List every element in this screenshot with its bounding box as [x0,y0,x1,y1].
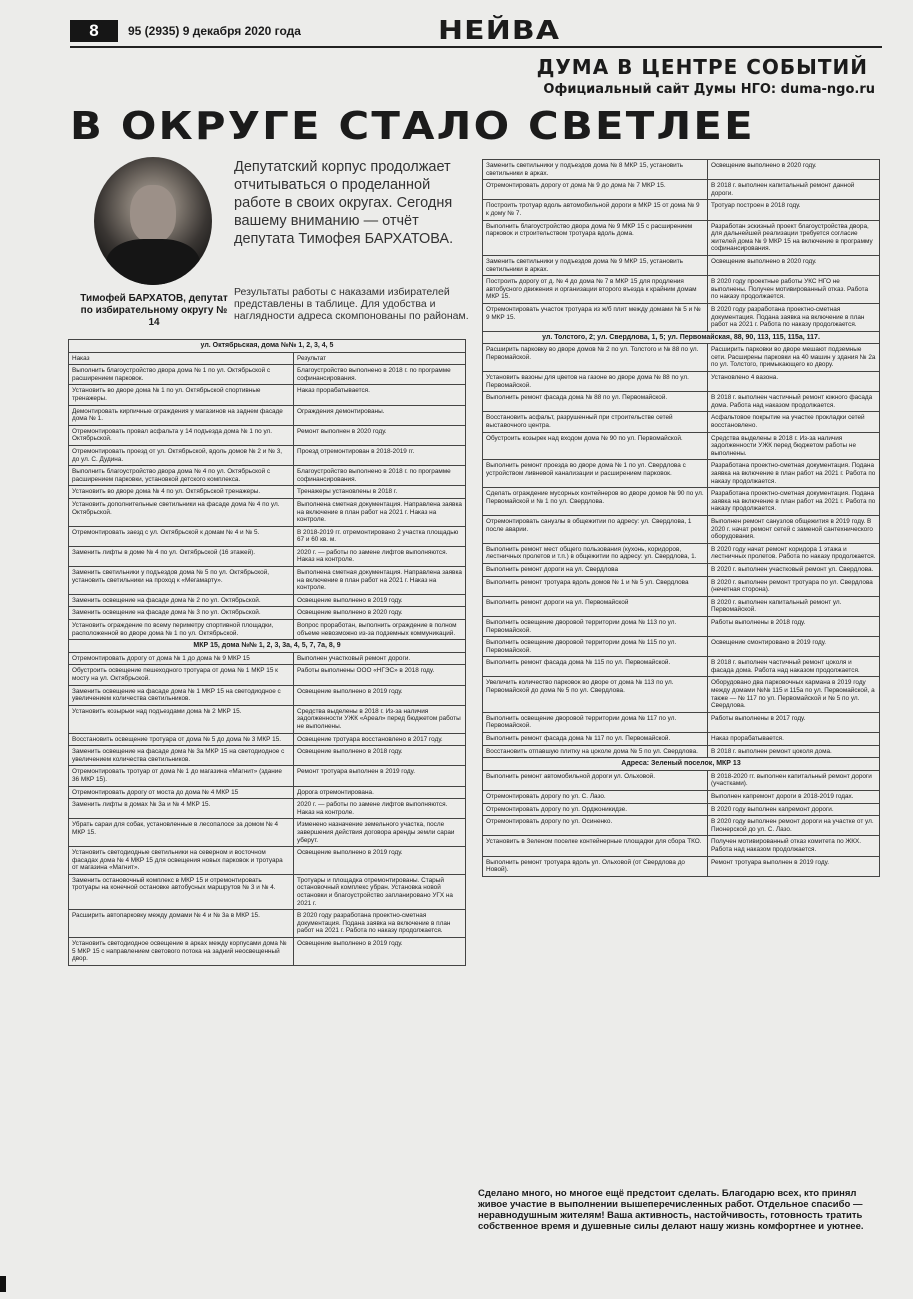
table-row [69,594,466,607]
table-row [69,526,466,546]
order-cell: Выполнить освещение дворовой территории дома № 113 по ул. Первомайской. [483,616,708,636]
result-cell: Тренажеры установлены в 2018 г. [294,486,466,499]
order-cell: Построить дорогу от д. № 4 до дома № 7 в МКР 15 для продления автобусного движения и организации второго въезда к крайним домам МКР 15. [483,276,708,304]
order-cell: Заменить светильники у подъездов дома № 5 по ул. Октябрьской, установить светильники на проход к «Мегамарту». [69,567,294,595]
table-row [69,546,466,566]
result-cell: Освещение смонтировано в 2019 году. [708,637,880,657]
result-cell: Освещение выполнено в 2019 году. [294,594,466,607]
result-cell: Благоустройство выполнено в 2018 г. по программе софинансирования. [294,466,466,486]
rubric-title: ДУМА В ЦЕНТРЕ СОБЫТИЙ [536,55,868,79]
table-row [69,365,466,385]
order-cell: Установить во дворе дома № 4 по ул. Октябрьской тренажеры. [69,486,294,499]
result-cell: В 2020 году разработана проектно-сметная документация. Подана заявка на включение в план работ на 2021 г. Работа по наказу продолжается. [708,303,880,331]
result-cell: Оборудовано два парковочных кармана в 2019 году между домами №№ 115 и 115а по ул. Первомайской, а также — № 117 по ул. Первомайской и № 5 по ул. Свердлова. [708,677,880,712]
result-cell: В 2020 году проектные работы УКС НГО не выполнены. Получен мотивированный отказ. Работа по наказу продолжается. [708,276,880,304]
result-cell: Освещение выполнено в 2019 году. [294,938,466,966]
newspaper-logo: НЕЙВА [438,16,561,46]
table-row [69,705,466,733]
table-row [483,745,880,758]
result-cell: В 2020 году выполнен ремонт дороги на участке от ул. Пионерской до ул. С. Лазо. [708,816,880,836]
table-section-row [483,331,880,344]
table-row [483,432,880,460]
result-cell: В 2018-2020 гг. выполнен капитальный ремонт дороги (участками). [708,770,880,790]
result-cell: Выполнена сметная документация. Направлена заявка на включение в план работ на 2021 г. Наказ на контроле. [294,498,466,526]
result-cell: Дорога отремонтирована. [294,786,466,799]
result-cell: Вопрос проработан, выполнить ограждение в полном объеме невозможно из-за подземных коммуникаций. [294,620,466,640]
table-row [483,200,880,220]
result-cell: Выполнен участковый ремонт дороги. [294,652,466,665]
order-cell: Установить в Зеленом поселке контейнерные площадки для сбора ТКО. [483,836,708,856]
order-cell: Установить во дворе дома № 1 по ул. Октябрьской спортивные тренажеры. [69,385,294,405]
result-cell: В 2020 г. выполнен ремонт тротуара по ул. Свердлова (нечетная сторона). [708,576,880,596]
order-cell: Отремонтировать тротуар от дома № 1 до магазина «Магнит» (здание 36 МКР 15). [69,766,294,786]
table-row [483,712,880,732]
table-row [69,385,466,405]
order-cell: Заменить освещение на фасаде дома № 2 по ул. Октябрьской. [69,594,294,607]
order-cell: Восстановить асфальт, разрушенный при строительстве сетей выставочного центра. [483,412,708,432]
result-cell: Освещение выполнено в 2019 году. [294,847,466,875]
result-cell: Проезд отремонтирован в 2018-2019 гг. [294,445,466,465]
table-row [483,657,880,677]
result-cell: Результат [294,352,466,365]
table-row [69,685,466,705]
table-row [483,836,880,856]
order-cell: Выполнить ремонт тротуара вдоль ул. Ольховой (от Свердлова до Новой). [483,856,708,876]
table-row [69,620,466,640]
table-row [483,596,880,616]
order-cell: Установить светодиодные светильники на северном и восточном фасадах дома № 4 МКР 15 для освещения новых парковок и тротуара от магазина «Магнит». [69,847,294,875]
result-cell: Освещение выполнено в 2020 году. [294,607,466,620]
section-heading: ул. Толстого, 2; ул. Свердлова, 1, 5; ул. Первомайская, 88, 90, 113, 115, 115а, 117. [483,331,880,344]
table-row [483,392,880,412]
order-cell: Обустроить освещение пешеходного тротуара от дома № 1 МКР 15 к мосту на ул. Октябрьской. [69,665,294,685]
table-row [483,803,880,816]
result-cell: Работы выполнены в 2017 году. [708,712,880,732]
result-cell: В 2018 г. выполнен частичный ремонт южного фасада дома. Работа над наказом продолжается. [708,392,880,412]
table-row [483,576,880,596]
order-cell: Обустроить козырек над входом дома № 90 по ул. Первомайской. [483,432,708,460]
order-cell: Выполнить ремонт автомобильной дороги ул. Ольховой. [483,770,708,790]
table-row [69,665,466,685]
result-cell: Расширить парковки во дворе мешают подземные сети. Расширены парковки на 40 машин у здания № 2а по ул. Толстого, примыкающего ко двору. [708,344,880,372]
result-cell: Средства выделены в 2018 г. Из-за наличия задолженности УЖК перед бюджетом работы не выполнены. [708,432,880,460]
table-row [69,910,466,938]
table-row [483,856,880,876]
section-heading: ул. Октябрьская, дома №№ 1, 2, 3, 4, 5 [69,340,466,353]
result-cell: Ремонт тротуара выполнен в 2019 году. [708,856,880,876]
order-cell: Расширить автопарковку между домами № 4 и № 3а в МКР 15. [69,910,294,938]
order-cell: Заменить освещение на фасаде дома № 1 МКР 15 на светодиодное с увеличением количества светильников. [69,685,294,705]
order-cell: Отремонтировать дорогу по ул. Осиненко. [483,816,708,836]
order-cell: Отремонтировать проезд от ул. Октябрьской, вдоль домов № 2 и № 3, до ул. С. Дудина. [69,445,294,465]
article-lead: Депутатский корпус продолжает отчитываться о проделанной работе в своих округах. Сегодня вашему вниманию — отчёт депутата Тимофея БАРХАТОВА. [234,159,454,247]
order-cell: Выполнить ремонт фасада дома № 115 по ул. Первомайской. [483,657,708,677]
table-row [69,466,466,486]
result-cell: Выполнен капремонт дороги в 2018-2019 годах. [708,791,880,804]
result-cell: В 2018 г. выполнен частичный ремонт цоколя и фасада дома. Работа над наказом продолжается. [708,657,880,677]
order-cell: Выполнить благоустройство двора дома № 9 МКР 15 с расширением парковок и строительством тротуара вдоль дома. [483,220,708,255]
result-cell: Наказ прорабатывается. [708,733,880,746]
order-cell: Восстановить отпавшую плитку на цоколе дома № 5 по ул. Свердлова. [483,745,708,758]
table-row [483,637,880,657]
table-row [483,255,880,275]
section-heading: Адреса: Зеленый поселок, МКР 13 [483,758,880,771]
table-row [69,498,466,526]
table-row [483,276,880,304]
order-cell: Выполнить благоустройство двора дома № 4 по ул. Октябрьской с расширением парковки, установкой детского комплекса. [69,466,294,486]
result-cell: Ремонт тротуара выполнен в 2019 году. [294,766,466,786]
result-cell: В 2018 г. выполнен капитальный ремонт данной дороги. [708,180,880,200]
order-cell: Заменить освещение на фасаде дома № 3 по ул. Октябрьской. [69,607,294,620]
table-row [483,180,880,200]
order-cell: Установить ограждение по всему периметру спортивной площадки, расположенной во дворе дома № 1 по ул. Октябрьской. [69,620,294,640]
article-headline: В ОКРУГЕ СТАЛО СВЕТЛЕЕ [70,104,755,148]
table-row [69,425,466,445]
table-row [69,874,466,909]
order-cell: Отремонтировать дорогу от дома № 1 до дома № 9 МКР 15 [69,652,294,665]
order-cell: Наказ [69,352,294,365]
order-cell: Выполнить благоустройство двора дома № 1 по ул. Октябрьской с расширением парковок. [69,365,294,385]
table-section-row [69,640,466,653]
result-cell: Тротуары и площадка отремонтированы. Старый остановочный комплекс убран. Установка новой остановки и благоустройство запланировано УГХ на 2021 г. [294,874,466,909]
result-cell: Освещение выполнено в 2020 году. [708,255,880,275]
table-row [69,652,466,665]
order-cell: Отремонтировать заезд с ул. Октябрьской к домам № 4 и № 5. [69,526,294,546]
result-cell: Разработана проектно-сметная документация. Подана заявка на включение в план работ на 2021 г. Работа по наказу продолжается. [708,460,880,488]
order-cell: Отремонтировать дорогу от дома № 9 до дома № 7 МКР 15. [483,180,708,200]
order-cell: Увеличить количество парковок во дворе от дома № 113 по ул. Первомайской до дома № 5 по ул. Свердлова. [483,677,708,712]
result-cell: В 2020 году начат ремонт коридора 1 этажа и лестничных пролетов. Работа по наказу продолжается. [708,543,880,563]
table-row [69,786,466,799]
table-row [69,405,466,425]
result-cell: Асфальтовое покрытие на участке прокладки сетей восстановлено. [708,412,880,432]
result-cell: Получен мотивированный отказ комитета по ЖКХ. Работа над наказом продолжается. [708,836,880,856]
order-cell: Убрать сараи для собак, установленные в лесопалосе за домом № 4 МКР 15. [69,819,294,847]
order-cell: Заменить освещение на фасаде дома № 3а МКР 15 на светодиодное с увеличением количества светильников. [69,746,294,766]
photo-body-shape [106,239,200,285]
order-cell: Выполнить ремонт мест общего пользования (кухонь, коридоров, лестничных пролетов и т.п.) в общежитии по адресу: ул. Свердлова, 1. [483,543,708,563]
order-cell: Установить вазоны для цветов на газоне во дворе дома № 88 по ул. Первомайской. [483,372,708,392]
result-cell: Наказ прорабатывается. [294,385,466,405]
result-cell: Ограждения демонтированы. [294,405,466,425]
order-cell: Заменить светильники у подъездов дома № 8 МКР 15, установить светильники в арках. [483,160,708,180]
result-cell: Выполнен ремонт санузлов общежития в 2019 году. В 2020 г. начат ремонт сетей с заменой сантехнического оборудования. [708,515,880,543]
result-cell: 2020 г. — работы по замене лифтов выполняются. Наказ на контроле. [294,799,466,819]
order-cell: Отремонтировать дорогу по ул. Орджоникидзе. [483,803,708,816]
result-cell: В 2020 году выполнен капремонт дороги. [708,803,880,816]
photo-caption: Тимофей БАРХАТОВ, депутат по избирательному округу № 14 [80,293,228,328]
result-cell: Работы выполнены ООО «НГЭС» в 2018 году. [294,665,466,685]
order-cell: Сделать ограждение мусорных контейнеров во дворе домов № 90 по ул. Первомайской и № 1 по ул. Свердлова. [483,488,708,516]
result-cell: В 2018 г. выполнен ремонт цоколя дома. [708,745,880,758]
table-row [483,515,880,543]
order-cell: Выполнить ремонт фасада дома № 88 по ул. Первомайской. [483,392,708,412]
table-row [483,488,880,516]
table-row [69,819,466,847]
header-rule [70,46,882,48]
table-row [69,746,466,766]
rubric-site: Официальный сайт Думы НГО: duma-ngo.ru [543,82,875,97]
table-row [483,791,880,804]
table-row [69,486,466,499]
result-cell: Работы выполнены в 2018 году. [708,616,880,636]
table-row [69,607,466,620]
result-cell: Освещение выполнено в 2020 году. [708,160,880,180]
result-cell: Тротуар построен в 2018 году. [708,200,880,220]
result-cell: В 2018-2019 гг. отремонтировано 2 участка площадью 67 и 60 кв. м. [294,526,466,546]
table-row [69,847,466,875]
order-cell: Отремонтировать дорогу от моста до дома № 4 МКР 15 [69,786,294,799]
photo-head-shape [130,185,176,243]
table-row [483,344,880,372]
order-cell: Выполнить освещение дворовой территории дома № 117 по ул. Первомайской. [483,712,708,732]
order-cell: Выполнить ремонт дороги на ул. Свердлова [483,563,708,576]
order-cell: Отремонтировать участок тротуара из ж/б плит между домами № 5 и № 9 МКР 15. [483,303,708,331]
orders-table-right [482,159,880,877]
order-cell: Выполнить ремонт проезда во дворе дома № 1 по ул. Свердлова с устройством ливневой канализации и расширением парковок. [483,460,708,488]
page-number: 8 [70,20,118,42]
order-cell: Демонтировать кирпичные ограждения у магазинов на заднем фасаде дома № 1. [69,405,294,425]
result-cell: Установлено 4 вазона. [708,372,880,392]
order-cell: Восстановить освещение тротуара от дома № 5 до дома № 3 МКР 15. [69,733,294,746]
table-row [483,616,880,636]
issue-info: 95 (2935) 9 декабря 2020 года [128,24,301,38]
order-cell: Установить дополнительные светильники на фасаде дома № 4 по ул. Октябрьской. [69,498,294,526]
order-cell: Построить тротуар вдоль автомобильной дороги в МКР 15 от дома № 9 к дому № 7. [483,200,708,220]
order-cell: Выполнить освещение дворовой территории дома № 115 по ул. Первомайской. [483,637,708,657]
result-cell: В 2020 г. выполнен капитальный ремонт ул. Первомайской. [708,596,880,616]
table-row [69,799,466,819]
table-row [69,766,466,786]
table-row [483,412,880,432]
article-closing: Сделано много, но многое ещё предстоит сделать. Благодарю всех, кто принял живое участие в выполнении вышеперечисленных работ. Отдельное спасибо — неравнодушным жителям! Ваша активность, настойчивость, готовность тратить собственное время и душевные силы делают нашу жизнь комфортнее и уютнее. [478,1188,864,1232]
table-row [69,352,466,365]
result-cell: В 2020 году разработана проектно-сметная документация. Подана заявка на включение в план работ на 2021 г. Работа по наказу продолжается. [294,910,466,938]
order-cell: Расширить парковку во дворе домов № 2 по ул. Толстого и № 88 по ул. Первомайской. [483,344,708,372]
table-row [483,770,880,790]
result-cell: Разработан эскизный проект благоустройства двора, для дальнейшей реализации требуется согласие жителей дома № 9 МКР 15 на включение в программу софинансирования. [708,220,880,255]
result-cell: Освещение выполнено в 2019 году. [294,685,466,705]
table-row [69,938,466,966]
result-cell: Ремонт выполнен в 2020 году. [294,425,466,445]
article-intro: Результаты работы с наказами избирателей представлены в таблице. Для удобства и наглядности адреса скомпонованы по районам. [234,286,469,322]
order-cell: Выполнить ремонт тротуара вдоль домов № 1 и № 5 ул. Свердлова [483,576,708,596]
result-cell: 2020 г. — работы по замене лифтов выполняются. Наказ на контроле. [294,546,466,566]
order-cell: Выполнить ремонт дороги на ул. Первомайской [483,596,708,616]
section-heading: МКР 15, дома №№ 1, 2, 3, 3а, 4, 5, 7, 7а, 8, 9 [69,640,466,653]
result-cell: Выполнена сметная документация. Направлена заявка на включение в план работ на 2021 г. Наказ на контроле. [294,567,466,595]
deputy-photo [94,157,212,285]
table-row [483,733,880,746]
order-cell: Установить козырьки над подъездами дома № 2 МКР 15. [69,705,294,733]
order-cell: Отремонтировать санузлы в общежитии по адресу: ул. Свердлова, 1 после аварии. [483,515,708,543]
table-row [483,677,880,712]
order-cell: Заменить лифты в домах № 3а и № 4 МКР 15. [69,799,294,819]
table-row [483,460,880,488]
result-cell: Средства выделены в 2018 г. Из-за наличия задолженности УЖК «Ареал» перед бюджетом работы не выполнены. [294,705,466,733]
result-cell: Благоустройство выполнено в 2018 г. по программе софинансирования. [294,365,466,385]
table-row [483,372,880,392]
result-cell: Разработана проектно-сметная документация. Подана заявка на включение в план работ на 2021 г. Работа по наказу продолжается. [708,488,880,516]
table-row [69,445,466,465]
result-cell: Освещение выполнено в 2018 году. [294,746,466,766]
order-cell: Выполнить ремонт фасада дома № 117 по ул. Первомайской. [483,733,708,746]
order-cell: Отремонтировать дорогу по ул. С. Лазо. [483,791,708,804]
order-cell: Отремонтировать провал асфальта у 14 подъезда дома № 1 по ул. Октябрьской. [69,425,294,445]
table-row [69,733,466,746]
order-cell: Установить светодиодное освещение в арках между корпусами дома № 5 МКР 15 с направлением светового потока на задний неосвещенный двор. [69,938,294,966]
table-row [483,816,880,836]
table-row [483,543,880,563]
table-section-row [69,340,466,353]
table-row [483,303,880,331]
order-cell: Заменить лифты в доме № 4 по ул. Октябрьской (16 этажей). [69,546,294,566]
result-cell: Освещение тротуара восстановлено в 2017 году. [294,733,466,746]
orders-table-left [68,339,466,966]
table-row [483,220,880,255]
order-cell: Заменить светильники у подъездов дома № 9 МКР 15, установить светильники в арках. [483,255,708,275]
table-section-row [483,758,880,771]
result-cell: Изменено назначение земельного участка, после завершения действия договора аренды земли сараи уберут. [294,819,466,847]
result-cell: В 2020 г. выполнен участковый ремонт ул. Свердлова. [708,563,880,576]
order-cell: Заменить остановочный комплекс в МКР 15 и отремонтировать тротуары на конечной остановке автобусных маршрутов № 3 и № 4. [69,874,294,909]
page-edge-mark [0,1276,6,1292]
table-row [69,567,466,595]
table-row [483,160,880,180]
table-row [483,563,880,576]
